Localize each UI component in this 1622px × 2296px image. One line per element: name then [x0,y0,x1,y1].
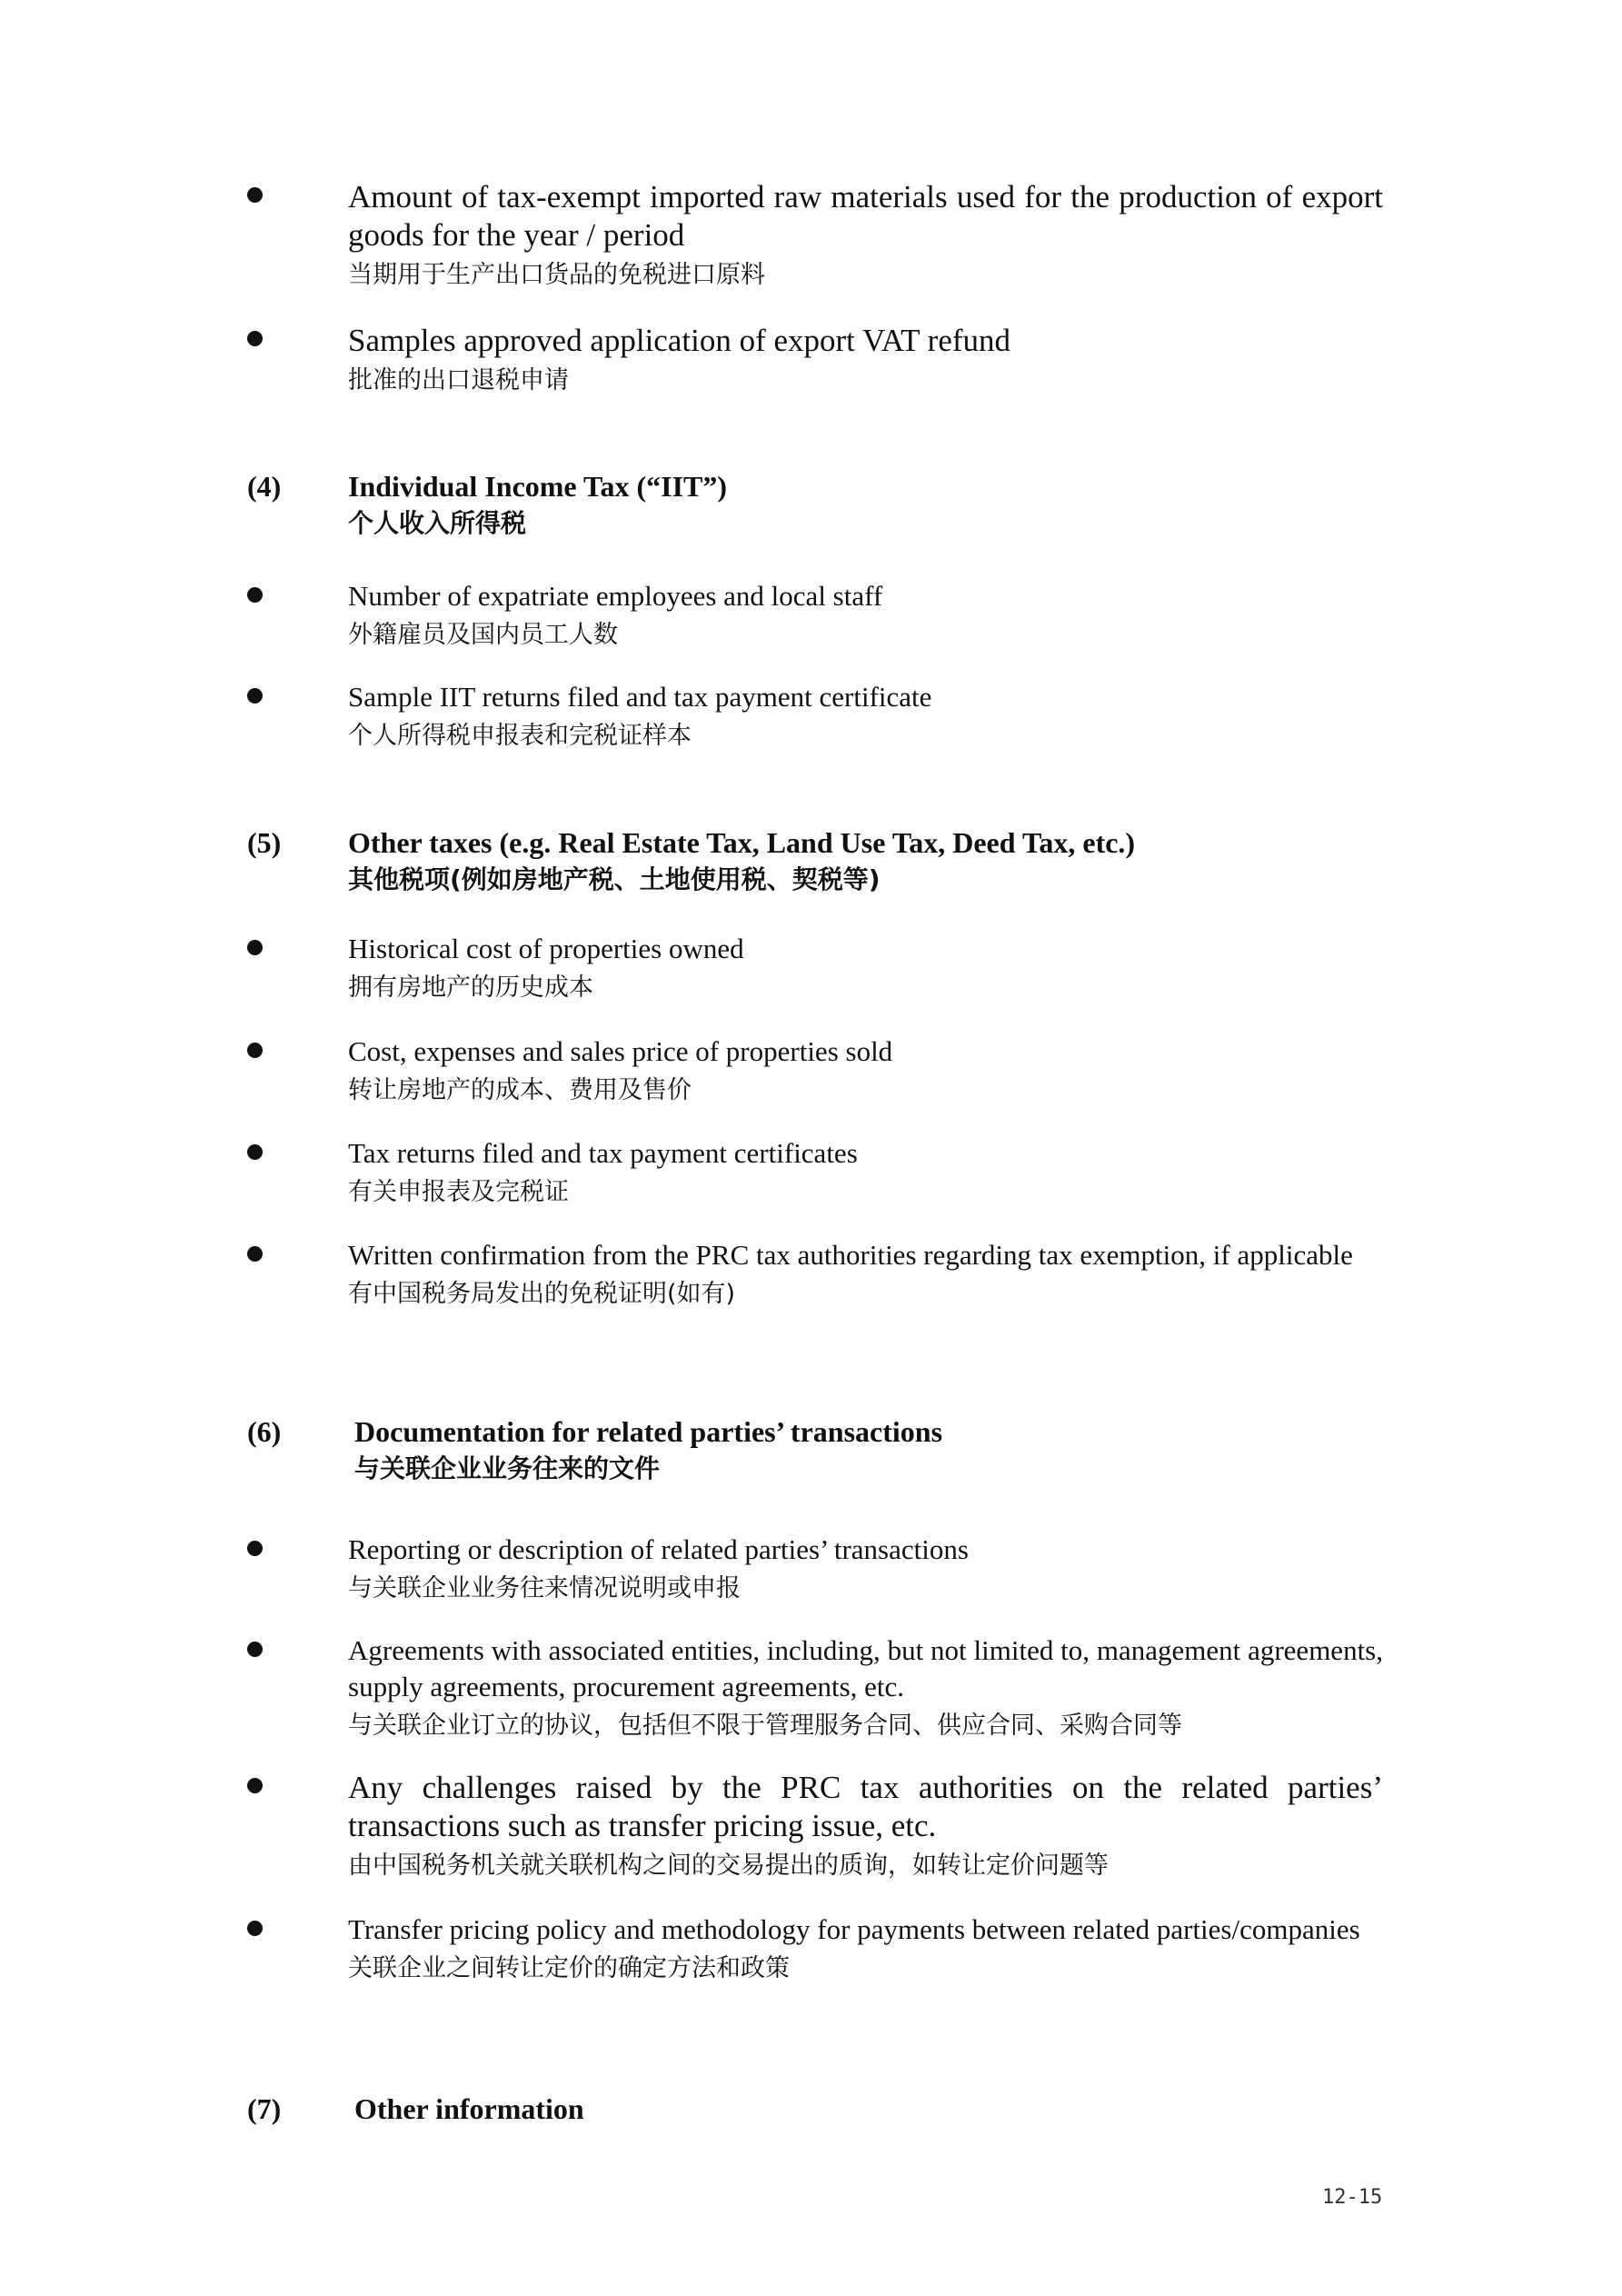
item-text-zh: 有中国税务局发出的免税证明(如有) [348,1280,736,1308]
item-text-zh: 拥有房地产的历史成本 [348,973,593,1002]
item-text-en: Reporting or description of related parties’ transactions [348,1533,969,1565]
item-text-zh: 与关联企业订立的协议，包括但不限于管理服务合同、供应合同、采购合同等 [348,1712,1182,1740]
item-text-zh: 转让房地产的成本、费用及售价 [348,1076,692,1104]
item-text-zh: 关联企业之间转让定价的确定方法和政策 [348,1954,790,1982]
section-number: (5) [247,826,282,859]
bullet-icon [247,1921,263,1936]
bullet-icon [247,688,263,704]
item-text-en: Historical cost of properties owned [348,933,744,964]
section-number: (7) [247,2092,282,2125]
section-number: (4) [247,470,282,503]
item-text-en: Transfer pricing policy and methodology for payments between related parties/companies [348,1913,1360,1945]
bullet-icon [247,1541,263,1556]
item-text-zh: 外籍雇员及国内员工人数 [348,621,618,649]
item-text-en: Any challenges raised by the PRC tax authorities on the related parties’ transactions such as transfer pricing issue, etc. [348,1770,1383,1843]
item-text-en: Amount of tax-exempt imported raw materials used for the production of export goods for the year / period [348,179,1383,253]
bullet-icon [247,587,263,603]
section-title-zh: 个人收入所得税 [348,508,527,538]
bullet-icon [247,1642,263,1657]
section-title: Documentation for related parties’ transactions [354,1415,943,1448]
bullet-icon [247,1246,263,1262]
item-text-en: Number of expatriate employees and local staff [348,580,883,612]
section-title-zh: 与关联企业业务往来的文件 [354,1453,661,1483]
item-text-zh: 当期用于生产出口货品的免税进口原料 [348,261,765,289]
bullet-icon [247,187,263,203]
item-text-en: Tax returns filed and tax payment certificates [348,1137,858,1169]
item-text-zh: 批准的出口退税申请 [348,366,569,394]
bullet-icon [247,331,263,346]
section-title: Individual Income Tax (“IIT”) [348,470,728,503]
item-text-en: Cost, expenses and sales price of properties sold [348,1035,893,1067]
section-number: (6) [247,1415,282,1448]
bullet-icon [247,1778,263,1793]
section-title-zh: 其他税项(例如房地产税、土地使用税、契税等) [348,864,881,894]
section-title: Other information [354,2092,584,2125]
item-text-en: Sample IIT returns filed and tax payment certificate [348,681,932,713]
item-text-en: Agreements with associated entities, including, but not limited to, management agreements, supply agreements, procurement agreements, etc. [348,1634,1383,1702]
item-text-en: Samples approved application of export VAT refund [348,323,1011,358]
section-title: Other taxes (e.g. Real Estate Tax, Land Use Tax, Deed Tax, etc.) [348,826,1136,859]
item-text-zh: 由中国税务机关就关联机构之间的交易提出的质询，如转让定价问题等 [348,1852,1109,1880]
bullet-icon [247,1043,263,1058]
item-text-zh: 有关申报表及完税证 [348,1178,569,1206]
item-text-zh: 与关联企业业务往来情况说明或申报 [348,1574,741,1602]
item-text-zh: 个人所得税申报表和完税证样本 [348,722,692,750]
bullet-icon [247,1144,263,1160]
bullet-icon [247,940,263,955]
page-number: 12-15 [1322,2186,1383,2209]
item-text-en: Written confirmation from the PRC tax authorities regarding tax exemption, if applicable [348,1239,1353,1271]
